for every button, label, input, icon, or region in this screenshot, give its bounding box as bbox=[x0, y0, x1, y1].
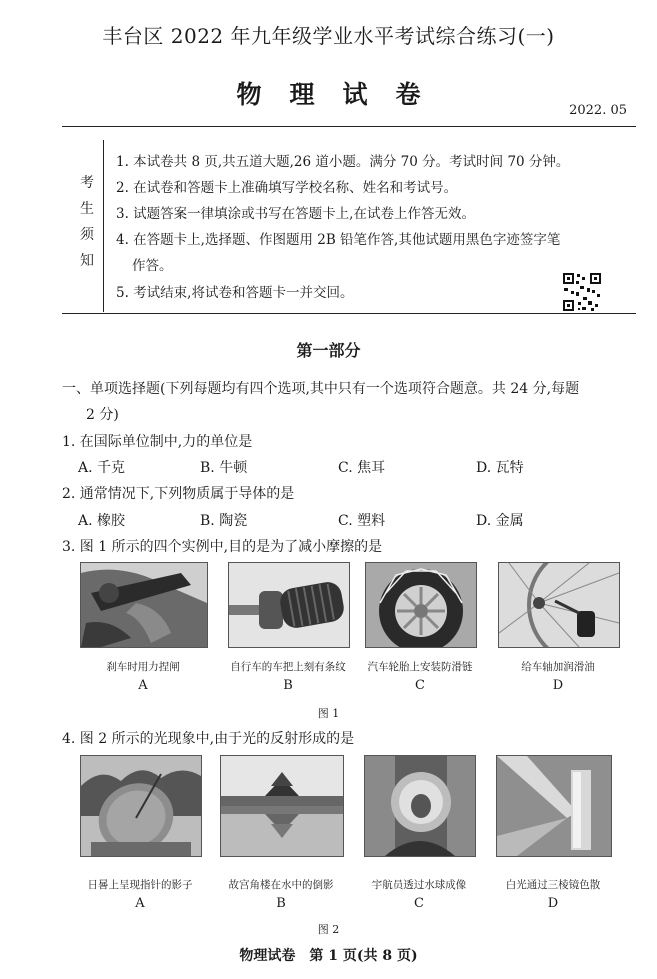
sundial-photo bbox=[80, 755, 202, 857]
notice-bottom-divider bbox=[62, 313, 636, 314]
notice-item: 3. 试题答案一律填涂或书写在答题卡上,在试卷上作答无效。 bbox=[116, 206, 475, 222]
figure-1-caption-b: 自行车的车把上刻有条纹 bbox=[230, 661, 346, 673]
question-2-option-d[interactable]: D. 金属 bbox=[476, 513, 524, 529]
figure-1-letter-d[interactable]: D bbox=[552, 678, 564, 693]
figure-2-letter-c[interactable]: C bbox=[414, 896, 424, 911]
exam-title: 丰台区 2022 年九年级学业水平考试综合练习(一) bbox=[102, 24, 555, 48]
prism-photo bbox=[496, 755, 612, 857]
top-divider bbox=[62, 126, 636, 127]
exam-date: 2022. 05 bbox=[569, 103, 627, 118]
question-1-option-b[interactable]: B. 牛顿 bbox=[200, 460, 248, 476]
figure-1-caption-d: 给车轴加润滑油 bbox=[521, 661, 595, 673]
corner-tower-photo bbox=[220, 755, 344, 857]
notice-label-char: 考 bbox=[80, 175, 94, 191]
brake-lever-photo bbox=[80, 562, 208, 648]
figure-2-caption-b: 故宫角楼在水中的倒影 bbox=[228, 879, 334, 891]
notice-item: 1. 本试卷共 8 页,共五道大题,26 道小题。满分 70 分。考试时间 70 分钟。 bbox=[116, 154, 570, 170]
qr-code-icon[interactable] bbox=[562, 272, 602, 312]
notice-label-char: 须 bbox=[80, 227, 94, 243]
figure-2-caption-a: 日晷上呈现指针的影子 bbox=[87, 879, 193, 891]
question-4-stem: 4. 图 2 所示的光现象中,由于光的反射形成的是 bbox=[62, 731, 355, 747]
figure-2-letter-a[interactable]: A bbox=[135, 896, 145, 911]
question-2-stem: 2. 通常情况下,下列物质属于导体的是 bbox=[62, 486, 295, 502]
figure-2-caption-c: 宇航员透过水球成像 bbox=[371, 879, 467, 891]
figure-2-letter-b[interactable]: B bbox=[276, 896, 286, 911]
question-1-option-a[interactable]: A. 千克 bbox=[78, 460, 126, 476]
figure-1-letter-b[interactable]: B bbox=[283, 678, 293, 693]
figure-1-label: 图 1 bbox=[317, 707, 340, 720]
notice-item: 2. 在试卷和答题卡上准确填写学校名称、姓名和考试号。 bbox=[116, 180, 458, 196]
subject-title: 物理试卷 bbox=[236, 80, 449, 109]
tire-chain-photo bbox=[365, 562, 477, 648]
handlebar-grip-photo bbox=[228, 562, 350, 648]
question-1-option-c[interactable]: C. 焦耳 bbox=[338, 460, 386, 476]
figure-1-letter-c[interactable]: C bbox=[415, 678, 425, 693]
question-2-option-a[interactable]: A. 橡胶 bbox=[78, 513, 126, 529]
question-1-option-d[interactable]: D. 瓦特 bbox=[476, 460, 524, 476]
question-1-stem: 1. 在国际单位制中,力的单位是 bbox=[62, 434, 253, 450]
figure-1-letter-a[interactable]: A bbox=[138, 678, 148, 693]
notice-item: 作答。 bbox=[132, 258, 173, 274]
water-ball-photo bbox=[364, 755, 476, 857]
figure-2-letter-d[interactable]: D bbox=[547, 896, 559, 911]
part-title: 第一部分 bbox=[296, 341, 361, 360]
notice-label-char: 知 bbox=[80, 253, 94, 269]
notice-vertical-divider bbox=[103, 140, 104, 312]
figure-2-caption-d: 白光通过三棱镜色散 bbox=[505, 879, 601, 891]
notice-item: 4. 在答题卡上,选择题、作图题用 2B 铅笔作答,其他试题用黑色字迹签字笔 bbox=[116, 232, 561, 248]
section-heading: 一、单项选择题(下列每题均有四个选项,其中只有一个选项符合题意。共 24 分,每题 bbox=[62, 381, 580, 397]
question-2-option-c[interactable]: C. 塑料 bbox=[338, 513, 386, 529]
figure-2-label: 图 2 bbox=[317, 923, 340, 936]
notice-label-char: 生 bbox=[80, 201, 94, 217]
axle-oil-photo bbox=[498, 562, 620, 648]
section-heading-cont: 2 分) bbox=[86, 407, 119, 423]
figure-1-caption-a: 刹车时用力捏闸 bbox=[106, 661, 180, 673]
notice-item: 5. 考试结束,将试卷和答题卡一并交回。 bbox=[116, 285, 354, 301]
page-footer: 物理试卷 第 1 页(共 8 页) bbox=[239, 948, 418, 964]
question-2-option-b[interactable]: B. 陶瓷 bbox=[200, 513, 248, 529]
question-3-stem: 3. 图 1 所示的四个实例中,目的是为了减小摩擦的是 bbox=[62, 539, 383, 555]
figure-1-caption-c: 汽车轮胎上安装防滑链 bbox=[367, 661, 473, 673]
